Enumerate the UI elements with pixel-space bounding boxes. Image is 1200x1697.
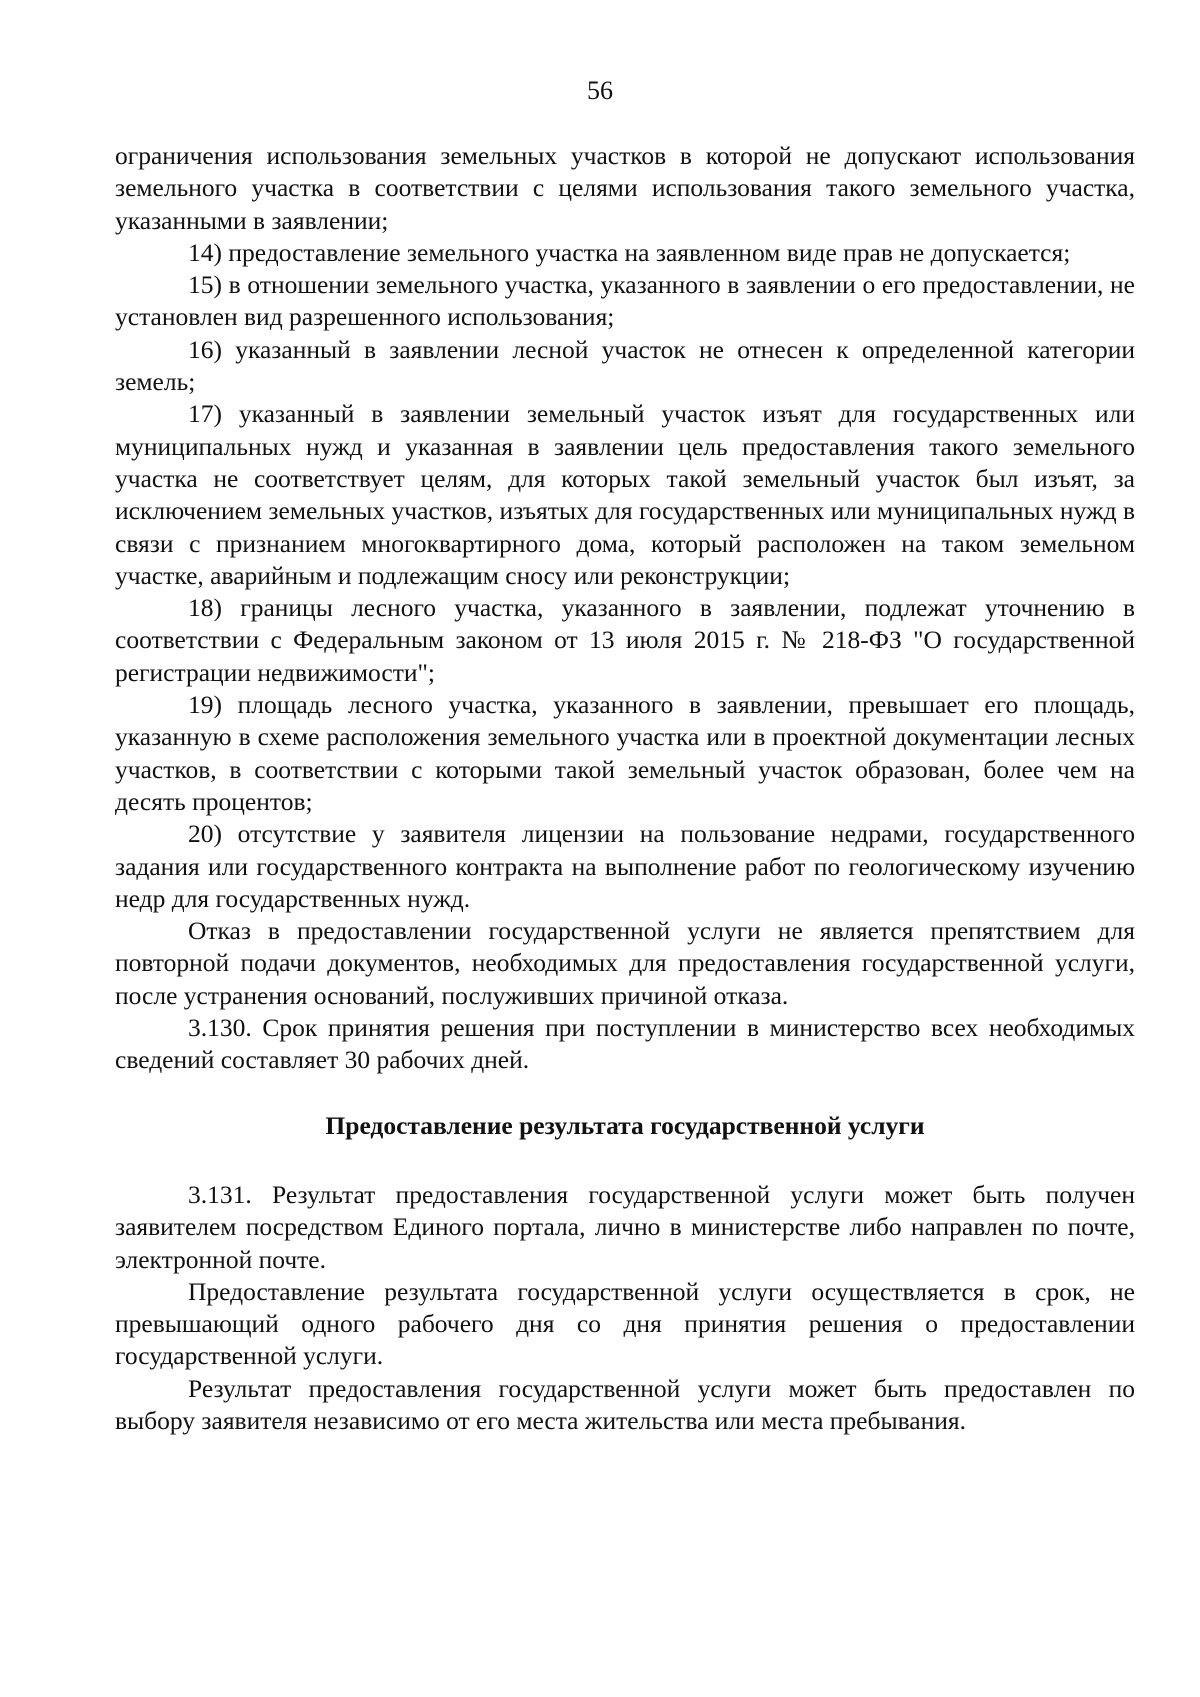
clause-3-131: 3.131. Результат предоставления государственной услуги может быть получен заявителем посредством Единого портала, лично в министерстве либо направлен по почте, электронной почте.	[115, 1179, 1135, 1274]
paragraph-result-choice: Результат предоставления государственной услуги может быть предоставлен по выбору заявителя независимо от его места жительства или места пребывания.	[115, 1373, 1135, 1435]
list-item-19: 19) площадь лесного участка, указанного в заявлении, превышает его площадь, указанную в схеме расположения земельного участка или в проектной документации лесных участков, в соответствии с которыми такой земельный участок образован, более чем на десять процентов;	[115, 690, 1135, 816]
paragraph-result-term: Предоставление результата государственной услуги осуществляется в срок, не превышающий одного рабочего дня со дня принятия решения о предоставлении государственной услуги.	[115, 1276, 1135, 1371]
paragraph-continuation: ограничения использования земельных участков в которой не допускают использования земельного участка в соответствии с целями использования такого земельного участка, указанными в заявлении;	[115, 141, 1135, 235]
paragraph-refusal: Отказ в предоставлении государственной услуги не является препятствием для повторной подачи документов, необходимых для предоставления государственной услуги, после устранения оснований, послуживших причиной отказа.	[115, 916, 1135, 1010]
page-number: 56	[587, 76, 613, 105]
clause-3-130: 3.130. Срок принятия решения при поступлении в министерство всех необходимых сведений составляет 30 рабочих дней.	[115, 1013, 1135, 1075]
list-item-16: 16) указанный в заявлении лесной участок не отнесен к определенной категории земель;	[115, 334, 1135, 397]
section-heading: Предоставление результата государственной услуги	[325, 1110, 925, 1140]
list-item-20: 20) отсутствие у заявителя лицензии на пользование недрами, государственного задания или государственного контракта на выполнение работ по геологическому изучению недр для государственных нужд.	[115, 819, 1135, 913]
document-body	[115, 140, 1135, 1437]
list-item-15: 15) в отношении земельного участка, указанного в заявлении о его предоставлении, не установлен вид разрешенного использования;	[115, 270, 1135, 332]
list-item-18: 18) границы лесного участка, указанного в заявлении, подлежат уточнению в соответствии с Федеральным законом от 13 июля 2015 г. № 218-ФЗ "О государственной регистрации недвижимости";	[115, 593, 1135, 687]
list-item-17: 17) указанный в заявлении земельный участок изъят для государственных или муниципальных нужд и указанная в заявлении цель предоставления такого земельного участка не соответствует целям, для которых такой земельный участок был изъят, за исключением земельных участков, изъятых для государственных или муниципальных нужд в связи с признанием многоквартирного дома, который расположен на таком земельном участке, аварийным и подлежащим сносу или реконструкции;	[115, 399, 1135, 590]
list-item-14: 14) предоставление земельного участка на заявленном виде прав не допускается;	[188, 237, 1071, 267]
